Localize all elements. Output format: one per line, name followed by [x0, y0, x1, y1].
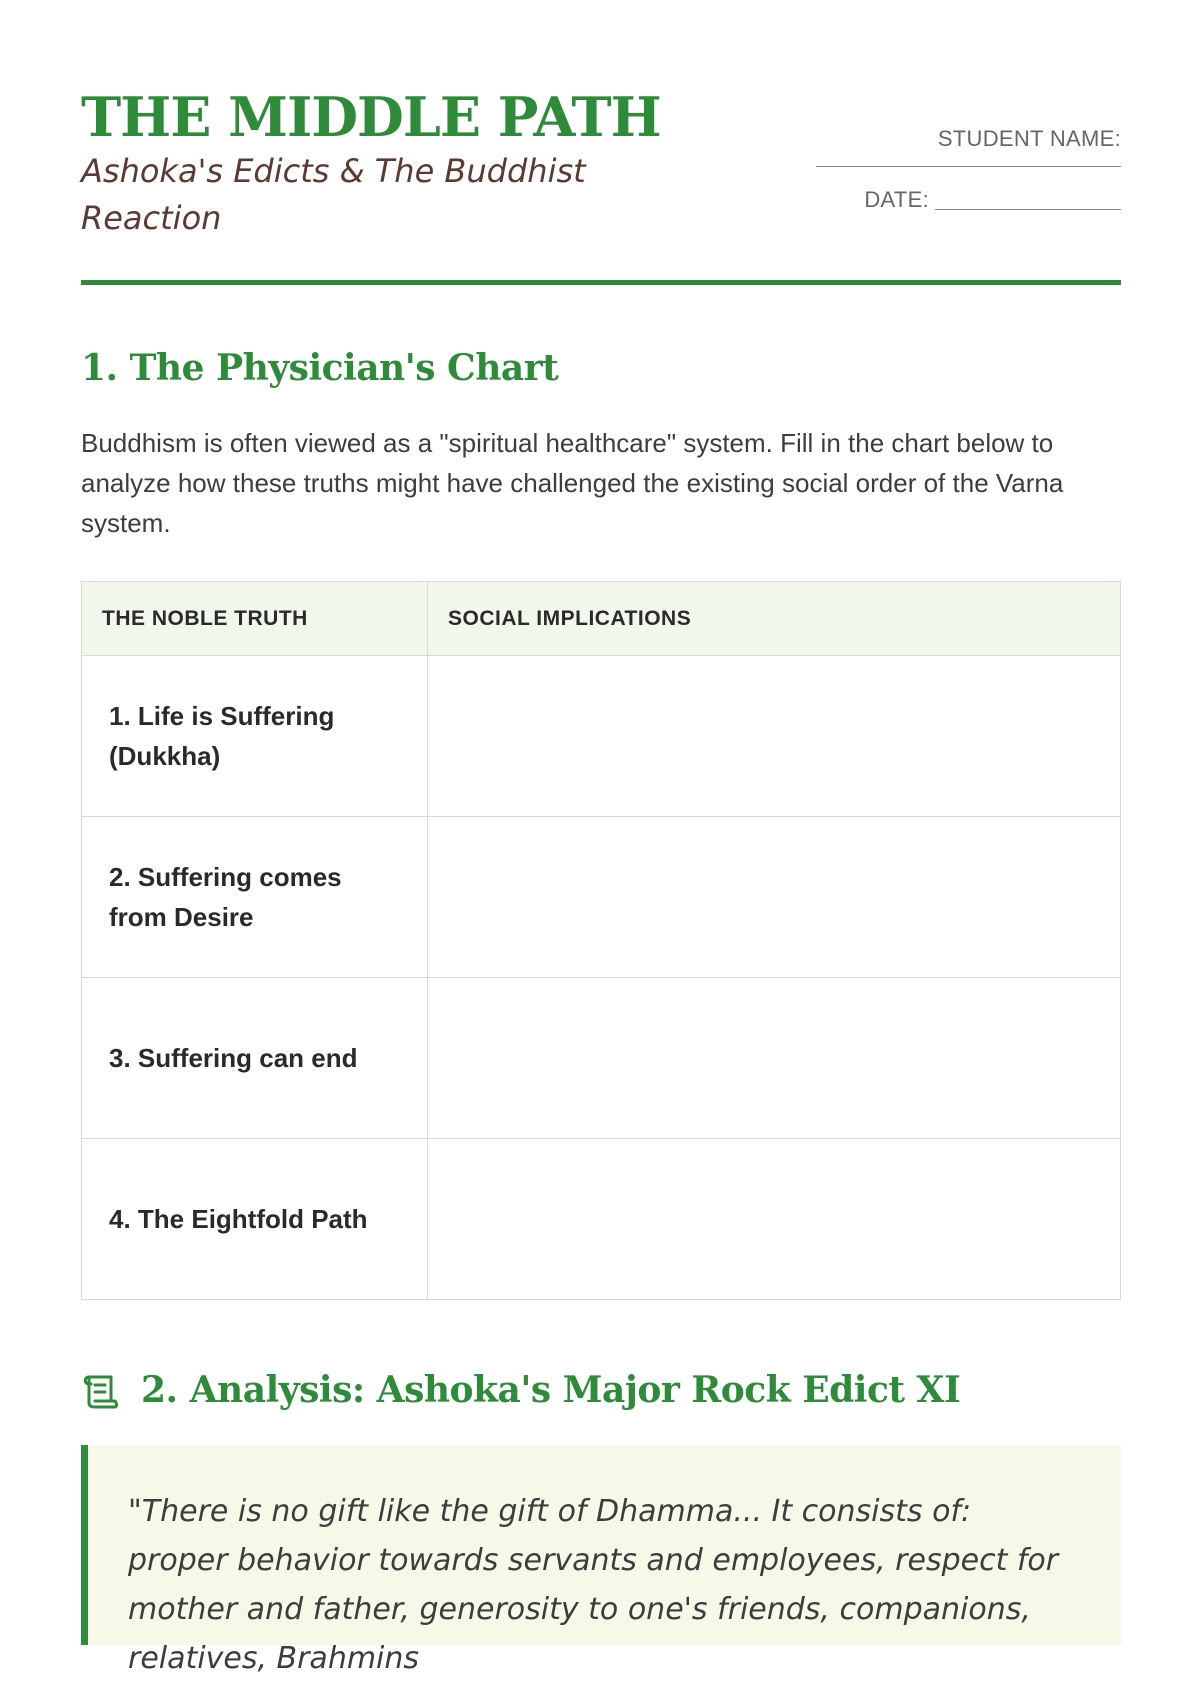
header-noble-truth: THE NOBLE TRUTH [82, 582, 428, 656]
section-2-title-text: 2. Analysis: Ashoka's Major Rock Edict XI [141, 1369, 961, 1411]
table-row [82, 817, 1121, 978]
header-social-implications: SOCIAL IMPLICATIONS [428, 582, 1121, 656]
table-row [82, 978, 1121, 1139]
social-implications-cell[interactable] [428, 656, 1121, 817]
table-header-row [82, 582, 1121, 656]
table-row [82, 1139, 1121, 1300]
section-1-intro: Buddhism is often viewed as a "spiritual healthcare" system. Fill in the chart below to analyze how these truths might have challenged the existing social order of the Varna system. [81, 428, 1064, 538]
noble-truth-cell: 1. Life is Suffering (Dukkha) [82, 656, 428, 817]
noble-truth-cell: 2. Suffering comes from Desire [82, 817, 428, 978]
date-field[interactable] [935, 209, 1121, 210]
worksheet-title: THE MIDDLE PATH [81, 85, 661, 149]
header-divider [81, 280, 1121, 285]
edict-quote-box [81, 1445, 1121, 1676]
student-name-label: STUDENT NAME: [937, 126, 1121, 151]
section-2-title [81, 1365, 960, 1415]
worksheet-subtitle: Ashoka's Edicts & The Buddhist Reaction [81, 152, 586, 237]
table-row [82, 656, 1121, 817]
section-1-title: 1. The Physician's Chart [81, 347, 559, 389]
social-implications-cell[interactable] [428, 1139, 1121, 1300]
student-name-field[interactable] [816, 166, 1121, 167]
student-info [816, 124, 1121, 213]
edict-quote: "There is no gift like the gift of Dhamma... It consists of: proper behavior towards servants and employees, respect for mother and father, generosity to one's friends, companions, relatives, Brahmins [128, 1494, 1059, 1676]
noble-truth-cell: 4. The Eightfold Path [82, 1139, 428, 1300]
social-implications-cell[interactable] [428, 978, 1121, 1139]
worksheet-header [81, 84, 1121, 284]
scroll-icon [81, 1372, 119, 1408]
social-implications-cell[interactable] [428, 817, 1121, 978]
date-row [816, 187, 1121, 213]
date-label: DATE: [864, 187, 929, 212]
noble-truth-cell: 3. Suffering can end [82, 978, 428, 1139]
physicians-chart-table [81, 581, 1121, 1300]
